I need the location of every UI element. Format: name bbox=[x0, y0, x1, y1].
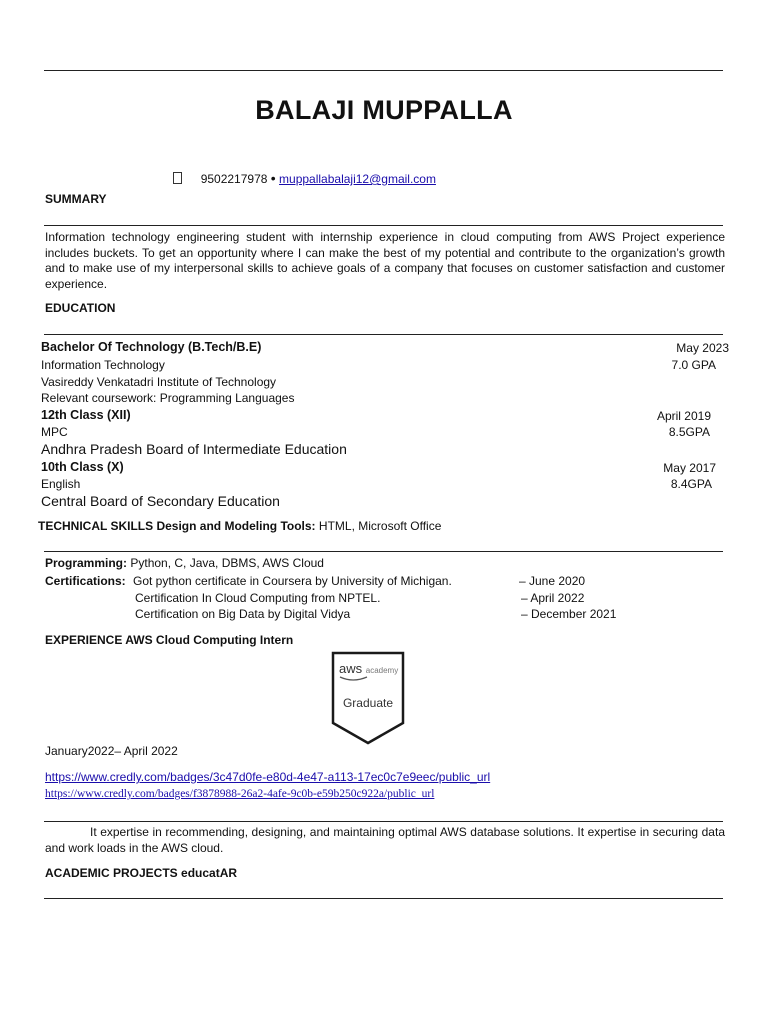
bullet: • bbox=[270, 170, 276, 186]
programming-line bbox=[45, 556, 324, 570]
badge-label: Graduate bbox=[342, 696, 394, 710]
class12-date: April 2019 bbox=[656, 409, 711, 423]
phone-icon bbox=[173, 172, 182, 184]
programming-label: Programming: bbox=[45, 556, 128, 570]
skills-divider bbox=[44, 551, 723, 552]
class12-score: 8.5GPA bbox=[668, 425, 710, 439]
summary-text: Information technology engineering student with internship experience in cloud computing from AWS Project experience includes buckets. To get an opportunity where I can make the best of my potential and contribute to the organization’s growth and to make use of my interpersonal skills to achieve goals of a company that focuses on customer satisfaction and customer experience. bbox=[45, 230, 725, 291]
experience-dates: January2022– April 2022 bbox=[45, 744, 178, 758]
education-heading: EDUCATION bbox=[45, 301, 116, 315]
degree-coursework: Relevant coursework: Programming Languages bbox=[41, 391, 295, 405]
certification-date: – June 2020 bbox=[519, 574, 586, 588]
projects-heading: ACADEMIC PROJECTS educatAR bbox=[45, 866, 238, 880]
class12-title: 12th Class (XII) bbox=[41, 408, 131, 422]
skills-heading: TECHNICAL SKILLS Design and Modeling Tools: bbox=[38, 519, 316, 533]
aws-smile-icon bbox=[339, 676, 369, 682]
experience-divider bbox=[44, 821, 723, 822]
experience-heading: EXPERIENCE AWS Cloud Computing Intern bbox=[45, 633, 294, 647]
certification-item: Got python certificate in Coursera by University of Michigan. bbox=[133, 574, 452, 588]
class10-title: 10th Class (X) bbox=[41, 460, 124, 474]
education-divider bbox=[44, 334, 723, 335]
aws-academy-badge bbox=[331, 651, 405, 745]
class12-board: Andhra Pradesh Board of Intermediate Education bbox=[41, 441, 347, 457]
credly-link-1[interactable]: https://www.credly.com/badges/3c47d0fe-e80d-4e47-a113-17ec0c7e9eec/public_url bbox=[45, 770, 491, 784]
degree-field: Information Technology bbox=[41, 358, 165, 372]
certification-item: Certification In Cloud Computing from NPTEL. bbox=[135, 591, 381, 605]
phone-number: 9502217978 bbox=[200, 172, 268, 186]
projects-divider bbox=[44, 898, 723, 899]
summary-heading: SUMMARY bbox=[45, 192, 107, 206]
badge-brand: aws academy bbox=[339, 661, 399, 676]
certification-date: – December 2021 bbox=[521, 607, 617, 621]
degree-date: May 2023 bbox=[676, 341, 729, 355]
degree-title: Bachelor Of Technology (B.Tech/B.E) bbox=[41, 340, 262, 354]
skills-line bbox=[38, 519, 441, 533]
degree-institute: Vasireddy Venkatadri Institute of Technology bbox=[41, 375, 277, 389]
certification-date: – April 2022 bbox=[521, 591, 585, 605]
credly-link-2[interactable]: https://www.credly.com/badges/f3878988-26a2-4afe-9c0b-e59b250c922a/public_url bbox=[45, 788, 435, 800]
programming-value: Python, C, Java, DBMS, AWS Cloud bbox=[127, 556, 324, 570]
experience-description: It expertise in recommending, designing, and maintaining optimal AWS database solutions. It expertise in securing data and work loads in the AWS cloud. bbox=[45, 825, 725, 855]
degree-score: 7.0 GPA bbox=[671, 358, 716, 372]
skills-tools: HTML, Microsoft Office bbox=[315, 519, 442, 533]
class10-board: Central Board of Secondary Education bbox=[41, 493, 280, 509]
email-link[interactable]: muppallabalaji12@gmail.com bbox=[279, 172, 436, 186]
certifications-label: Certifications: bbox=[45, 574, 126, 588]
class12-stream: MPC bbox=[41, 425, 68, 439]
contact-line bbox=[173, 170, 436, 186]
class10-score: 8.4GPA bbox=[670, 477, 712, 491]
certification-item: Certification on Big Data by Digital Vidya bbox=[135, 607, 351, 621]
class10-stream: English bbox=[41, 477, 81, 491]
summary-divider bbox=[44, 225, 723, 226]
top-divider bbox=[44, 70, 723, 71]
class10-date: May 2017 bbox=[663, 461, 716, 475]
page-title: BALAJI MUPPALLA bbox=[255, 95, 513, 125]
